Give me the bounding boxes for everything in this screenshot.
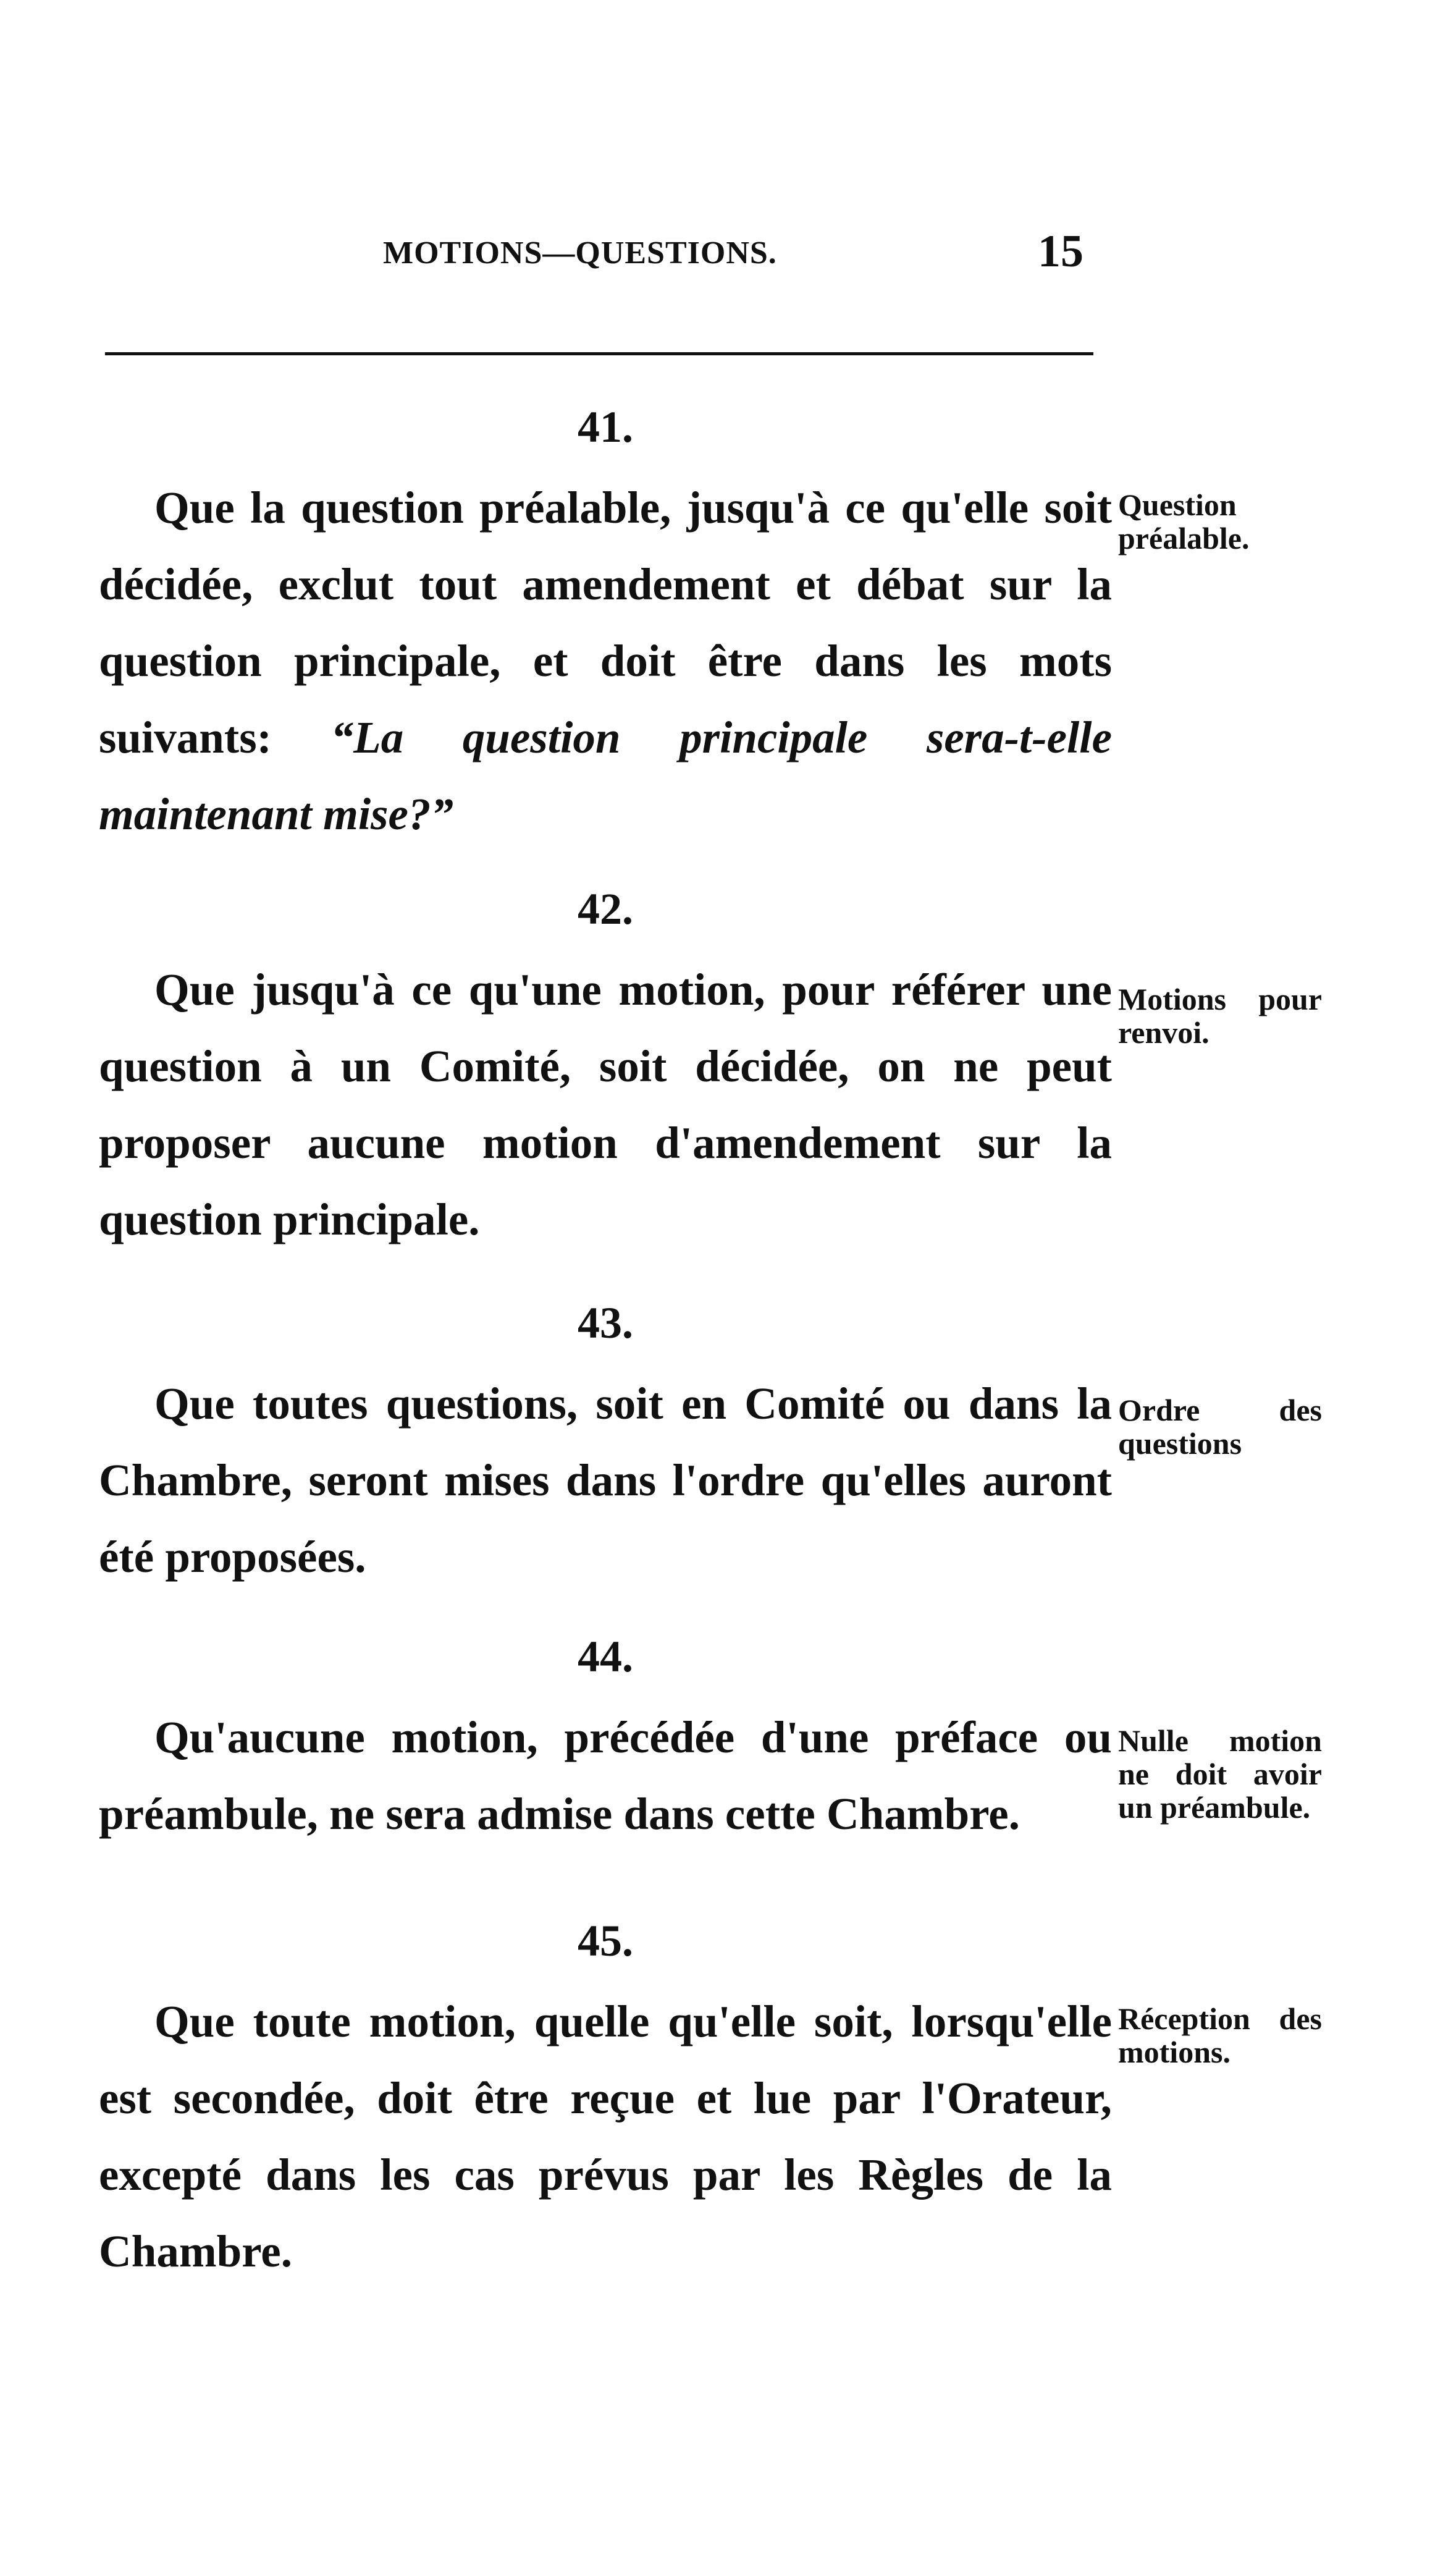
section-text-plain: Que la question préalable, jusqu'à ce qu'elle soit décidée, exclut tout amendement et débat sur la question principale, et doit être dans les mots suivants: [99, 483, 1112, 762]
section-number: 43. [578, 1298, 633, 1348]
section-text [99, 470, 1112, 853]
running-title: MOTIONS—QUESTIONS. [383, 235, 777, 271]
section-number: 44. [578, 1632, 633, 1681]
section-number: 45. [578, 1916, 633, 1966]
section-text-italic: “La question principale sera-t-elle maintenant mise?” [99, 712, 1112, 839]
margin-note-45: Réception des motions. [1118, 2001, 1322, 2069]
section-text [99, 1983, 1112, 2290]
header-rule [105, 352, 1093, 355]
margin-note-43: Ordre des questions [1118, 1393, 1322, 1461]
section-text-plain: Que toutes questions, soit en Comité ou dans la Chambre, seront mises dans l'ordre qu'elles auront été proposées. [99, 1379, 1112, 1582]
section-text-plain: Qu'aucune motion, précédée d'une préface ou préambule, ne sera admise dans cette Chambre. [99, 1712, 1112, 1839]
section-number: 42. [578, 884, 633, 934]
section-text [99, 1699, 1112, 1852]
section-text [99, 1366, 1112, 1595]
section-text-plain: Que jusqu'à ce qu'une motion, pour référer une question à un Comité, soit décidée, on ne peut proposer aucune motion d'amendement sur la question principale. [99, 965, 1112, 1244]
margin-note-41: Question préalable. [1118, 488, 1250, 555]
page-number: 15 [1038, 226, 1083, 277]
section-text [99, 952, 1112, 1258]
section-text-plain: Que toute motion, quelle qu'elle soit, lorsqu'elle est secondée, doit être reçue et lue par l'Orateur, excepté dans les cas prévus par les Règles de la Chambre. [99, 1996, 1112, 2276]
margin-note-44: Nulle motion ne doit avoir un préambule. [1118, 1723, 1322, 1825]
section-number: 41. [578, 402, 633, 452]
margin-note-42: Motions pour renvoi. [1118, 982, 1322, 1050]
